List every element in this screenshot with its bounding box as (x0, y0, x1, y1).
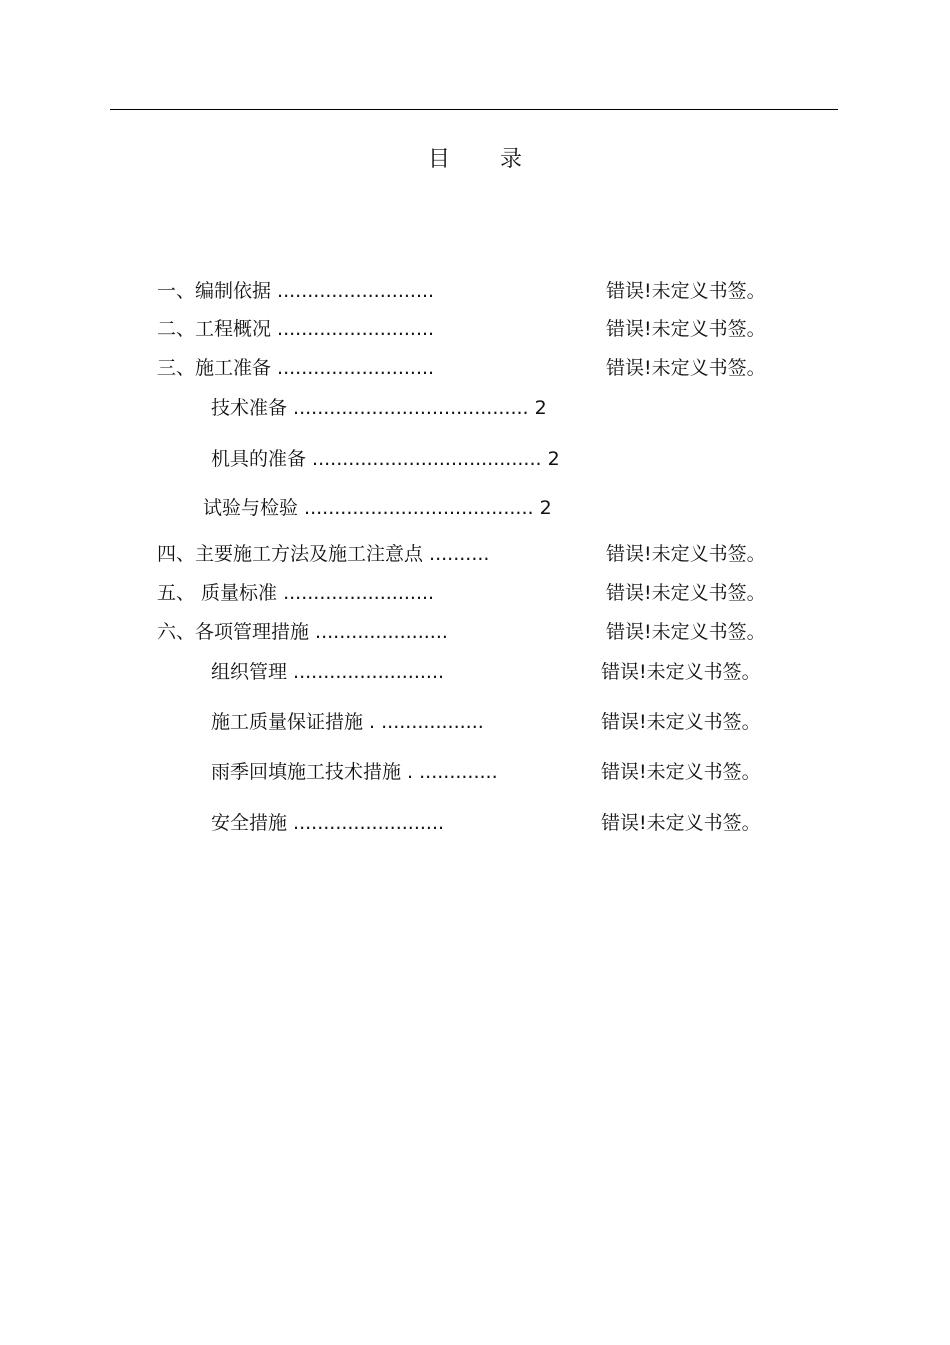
toc-entry-3[interactable]: 三、施工准备 .......................... (157, 357, 435, 379)
toc-title-char-2: 录 (500, 147, 523, 172)
toc-entry-4-page: 错误!未定义书签。 (606, 543, 766, 565)
toc-entry-1-page: 错误!未定义书签。 (606, 280, 766, 302)
toc-entry-6-page: 错误!未定义书签。 (606, 621, 766, 643)
toc-entry-6-1-page: 错误!未定义书签。 (601, 661, 761, 683)
toc-entry-6-1[interactable]: 组织管理 ......................... (211, 661, 445, 683)
toc-entry-5[interactable]: 五、 质量标准 ......................... (157, 582, 435, 604)
toc-title-char-1: 目 (427, 147, 450, 172)
toc-entry-6-4-page: 错误!未定义书签。 (601, 812, 761, 834)
toc-entry-6-3-page: 错误!未定义书签。 (601, 761, 761, 783)
toc-title (0, 146, 950, 174)
toc-entry-6-2-page: 错误!未定义书签。 (601, 711, 761, 733)
toc-entry-3-1[interactable]: 技术准备 ....................................... 2 (211, 397, 547, 419)
toc-entry-2-page: 错误!未定义书签。 (606, 318, 766, 340)
toc-entry-2[interactable]: 二、工程概况 .......................... (157, 318, 435, 340)
toc-entry-1[interactable]: 一、编制依据 .......................... (157, 280, 435, 302)
toc-entry-6[interactable]: 六、各项管理措施 ...................... (157, 621, 448, 643)
toc-entry-6-2[interactable]: 施工质量保证措施 . ................. (211, 711, 484, 733)
toc-entry-6-4[interactable]: 安全措施 ......................... (211, 812, 445, 834)
header-rule (110, 109, 838, 110)
toc-entry-3-page: 错误!未定义书签。 (606, 357, 766, 379)
toc-entry-5-page: 错误!未定义书签。 (606, 582, 766, 604)
toc-entry-3-2[interactable]: 机具的准备 ...................................... 2 (211, 448, 560, 470)
toc-entry-6-3[interactable]: 雨季回填施工技术措施 . ............. (211, 761, 498, 783)
toc-entry-4[interactable]: 四、主要施工方法及施工注意点 .......... (157, 543, 490, 565)
toc-entry-3-3[interactable]: 试验与检验 ...................................... 2 (203, 497, 552, 519)
